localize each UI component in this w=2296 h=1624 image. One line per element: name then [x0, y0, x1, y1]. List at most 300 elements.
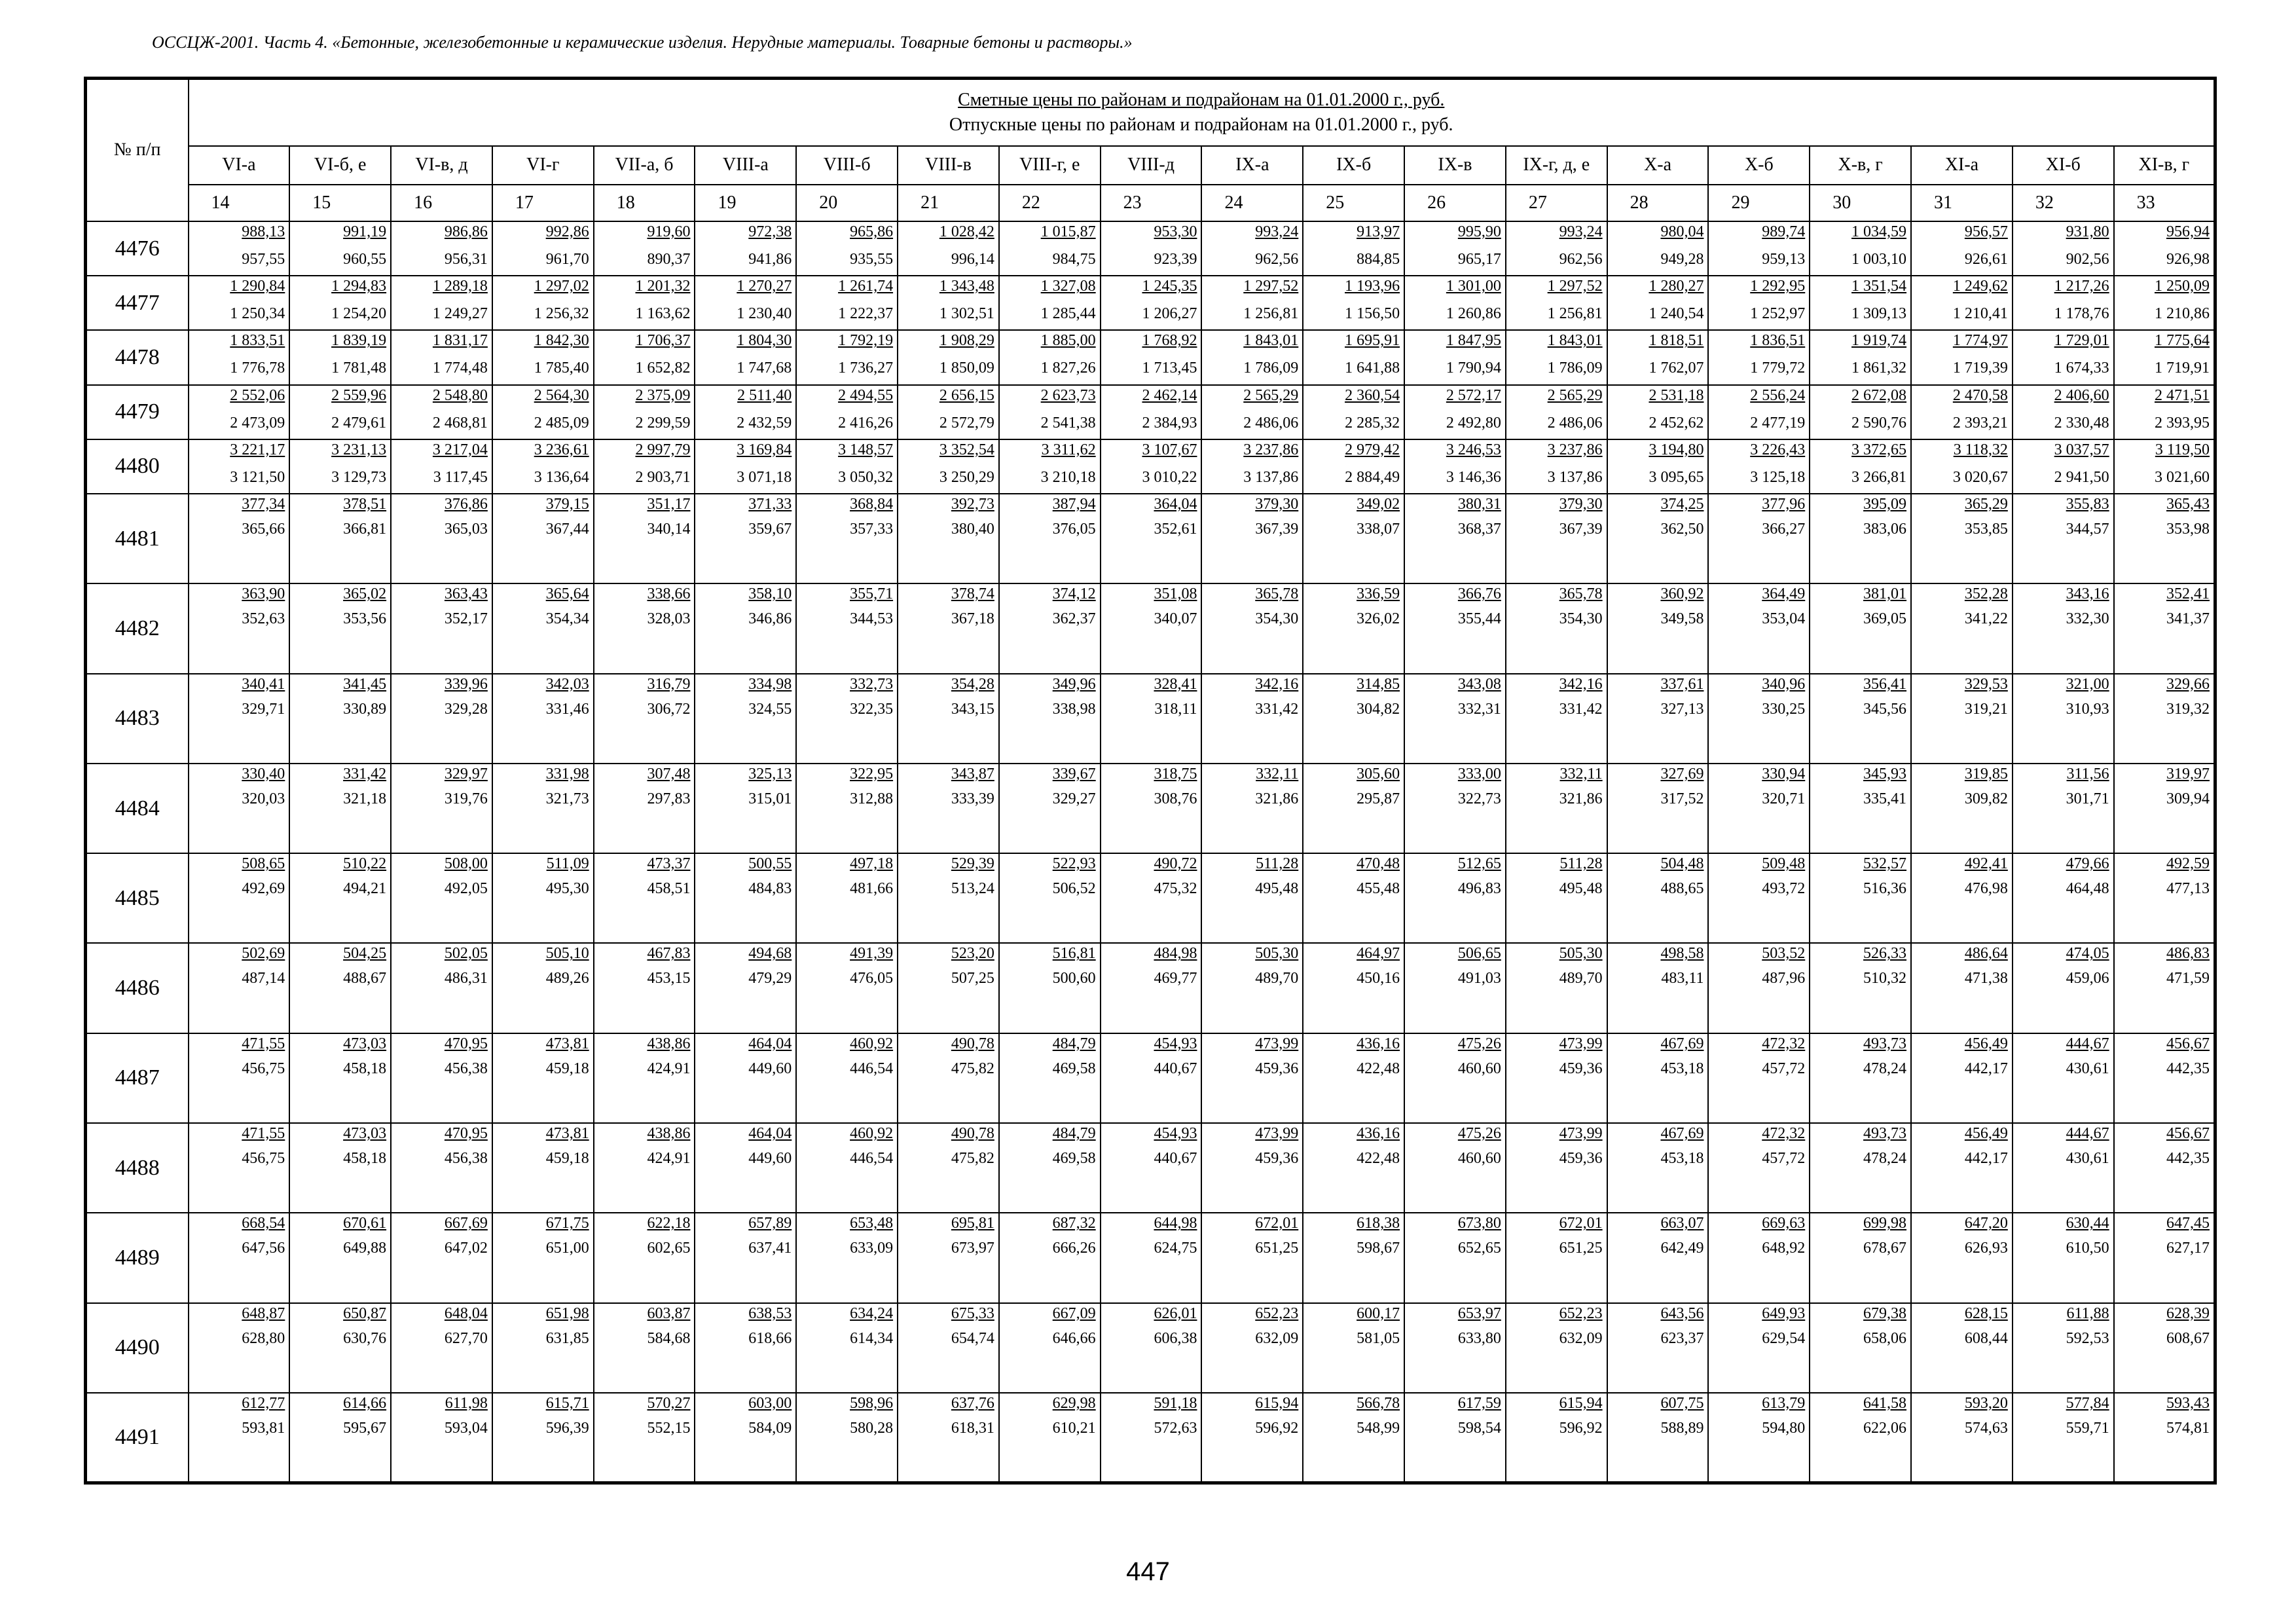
estimated-price: 474,05: [2066, 945, 2109, 963]
release-price: 458,18: [343, 1060, 387, 1077]
column-number: 14: [189, 185, 290, 221]
price-cell: [1708, 1033, 1810, 1123]
estimated-price: 473,99: [1255, 1035, 1299, 1052]
release-price: 2 903,71: [635, 468, 691, 486]
estimated-price: 3 246,53: [1446, 441, 1501, 458]
price-cell: [1506, 853, 1607, 943]
estimated-price: 615,94: [1255, 1395, 1299, 1412]
estimated-price: 379,15: [545, 495, 589, 513]
estimated-price: 679,38: [1863, 1304, 1907, 1322]
estimated-price: 637,76: [951, 1395, 994, 1412]
price-cell: [1911, 221, 2013, 276]
release-price: 380,40: [951, 520, 994, 538]
price-cell: [999, 221, 1101, 276]
price-cell: [391, 1213, 492, 1302]
release-price: 440,67: [1154, 1150, 1197, 1168]
estimated-price: 509,48: [1762, 855, 1806, 873]
release-price: 2 393,21: [1952, 414, 2008, 432]
release-price: 2 541,38: [1040, 414, 1096, 432]
estimated-price: 371,33: [748, 495, 792, 513]
price-cell: [1404, 330, 1506, 384]
estimated-price: 368,84: [850, 495, 894, 513]
price-cell: [2114, 385, 2215, 439]
price-cell: [1101, 439, 1202, 494]
price-cell: [1101, 276, 1202, 330]
price-cell: [1404, 853, 1506, 943]
estimated-price: 643,56: [1660, 1304, 1704, 1322]
estimated-price: 374,25: [1660, 495, 1704, 513]
price-cell: [391, 221, 492, 276]
column-number: 25: [1303, 185, 1404, 221]
estimated-price: 343,16: [2066, 585, 2109, 603]
estimated-price: 638,53: [748, 1304, 792, 1322]
price-table: [84, 77, 2217, 1485]
estimated-price: 972,38: [748, 223, 792, 240]
release-price: 1 256,81: [1243, 305, 1299, 323]
price-cell: [695, 853, 796, 943]
estimated-price: 1 292,95: [1750, 278, 1806, 295]
estimated-price: 1 343,48: [939, 278, 994, 295]
estimated-price: 484,79: [1052, 1035, 1096, 1052]
estimated-price: 653,48: [850, 1215, 894, 1232]
table-row: [86, 1213, 2215, 1302]
price-cell: [289, 439, 391, 494]
release-price: 459,18: [545, 1150, 589, 1168]
release-price: 319,21: [1964, 700, 2008, 718]
price-cell: [1404, 494, 1506, 583]
estimated-price: 1 833,51: [230, 332, 285, 350]
release-price: 310,93: [2066, 700, 2109, 718]
release-price: 678,67: [1863, 1240, 1907, 1257]
release-price: 319,76: [444, 790, 488, 807]
estimated-price: 591,18: [1154, 1395, 1197, 1412]
price-cell: [796, 1213, 898, 1302]
release-price: 332,30: [2066, 610, 2109, 628]
release-price: 623,37: [1660, 1329, 1704, 1347]
estimated-price: 2 997,79: [635, 441, 691, 458]
price-cell: [1506, 1033, 1607, 1123]
release-price: 442,35: [2166, 1150, 2210, 1168]
release-price: 3 136,64: [534, 468, 589, 486]
release-price: 610,50: [2066, 1240, 2109, 1257]
release-price: 648,92: [1762, 1240, 1806, 1257]
estimated-price: 336,59: [1357, 585, 1400, 603]
release-price: 456,38: [444, 1150, 488, 1168]
estimated-price: 352,41: [2166, 585, 2210, 603]
price-cell: [999, 494, 1101, 583]
price-cell: [1911, 583, 2013, 673]
release-price: 956,31: [444, 250, 488, 268]
price-cell: [289, 1393, 391, 1483]
estimated-price: 377,34: [242, 495, 285, 513]
price-cell: [594, 1033, 695, 1123]
estimated-price: 913,97: [1357, 223, 1400, 240]
estimated-price: 472,32: [1762, 1125, 1806, 1143]
estimated-price: 653,97: [1457, 1304, 1501, 1322]
price-cell: [2013, 276, 2114, 330]
estimated-price: 2 623,73: [1040, 386, 1096, 404]
estimated-price: 2 565,29: [1243, 386, 1299, 404]
price-cell: [492, 276, 594, 330]
estimated-price: 669,63: [1762, 1215, 1806, 1232]
release-price: 647,02: [444, 1240, 488, 1257]
price-cell: [492, 385, 594, 439]
estimated-price: 986,86: [444, 223, 488, 240]
release-price: 457,72: [1762, 1150, 1806, 1168]
estimated-price: 511,28: [1256, 855, 1299, 873]
table-row: [86, 1033, 2215, 1123]
price-cell: [492, 1393, 594, 1483]
column-number: 19: [695, 185, 796, 221]
release-price: 552,15: [647, 1420, 691, 1437]
row-number: 4479: [86, 385, 189, 439]
price-cell: [898, 494, 999, 583]
estimated-price: 3 194,80: [1649, 441, 1704, 458]
estimated-price: 473,81: [545, 1125, 589, 1143]
price-cell: [1201, 276, 1303, 330]
estimated-price: 1 201,32: [635, 278, 691, 295]
release-price: 487,96: [1762, 970, 1806, 987]
release-price: 3 137,86: [1243, 468, 1299, 486]
estimated-price: 358,10: [748, 585, 792, 603]
row-number: 4485: [86, 853, 189, 943]
release-price: 353,04: [1762, 610, 1806, 628]
price-cell: [1201, 1393, 1303, 1483]
column-number: 27: [1506, 185, 1607, 221]
release-price: 476,05: [850, 970, 894, 987]
estimated-price: 342,16: [1255, 675, 1299, 693]
release-price: 321,86: [1559, 790, 1603, 807]
estimated-price: 492,41: [1964, 855, 2008, 873]
estimated-price: 497,18: [850, 855, 894, 873]
price-cell: [391, 674, 492, 764]
release-price: 959,13: [1762, 250, 1806, 268]
release-price: 2 432,59: [737, 414, 792, 432]
price-cell: [1810, 385, 1911, 439]
release-price: 506,52: [1052, 880, 1096, 898]
price-cell: [1506, 439, 1607, 494]
release-price: 1 747,68: [737, 360, 792, 377]
price-cell: [1607, 1213, 1709, 1302]
region-header: VIII-а: [695, 146, 796, 185]
price-cell: [594, 674, 695, 764]
estimated-price: 2 559,96: [331, 386, 387, 404]
price-cell: [1810, 221, 1911, 276]
estimated-price: 473,03: [343, 1125, 387, 1143]
release-price: 353,56: [343, 610, 387, 628]
estimated-price: 456,67: [2166, 1125, 2210, 1143]
column-number: 20: [796, 185, 898, 221]
price-cell: [1201, 1303, 1303, 1393]
price-cell: [1506, 330, 1607, 384]
price-cell: [1810, 1303, 1911, 1393]
release-price: 507,25: [951, 970, 994, 987]
estimated-price: 3 217,04: [432, 441, 488, 458]
table-row: [86, 494, 2215, 583]
release-price: 633,09: [850, 1240, 894, 1257]
release-price: 1 776,78: [230, 360, 285, 377]
release-price: 483,11: [1661, 970, 1704, 987]
price-cell: [999, 1303, 1101, 1393]
price-cell: [1708, 276, 1810, 330]
release-price: 488,67: [343, 970, 387, 987]
table-row: [86, 221, 2215, 276]
release-price: 475,32: [1154, 880, 1197, 898]
estimated-price: 511,09: [546, 855, 589, 873]
release-price: 1 252,97: [1750, 305, 1806, 323]
estimated-price: 1 842,30: [534, 332, 589, 350]
release-price: 596,39: [545, 1420, 589, 1437]
price-cell: [1404, 674, 1506, 764]
estimated-price: 1 034,59: [1851, 223, 1907, 240]
release-price: 1 786,09: [1547, 360, 1603, 377]
release-price: 572,63: [1154, 1420, 1197, 1437]
estimated-price: 650,87: [343, 1304, 387, 1322]
region-header: XI-в, г: [2114, 146, 2215, 185]
price-cell: [594, 1303, 695, 1393]
price-cell: [2013, 853, 2114, 943]
release-price: 308,76: [1154, 790, 1197, 807]
price-cell: [1201, 1033, 1303, 1123]
release-price: 341,37: [2166, 610, 2210, 628]
price-cell: [1303, 1393, 1404, 1483]
price-cell: [999, 276, 1101, 330]
estimated-price: 1 804,30: [737, 332, 792, 350]
estimated-price: 330,40: [242, 765, 285, 783]
price-cell: [594, 1393, 695, 1483]
price-cell: [1404, 1033, 1506, 1123]
price-cell: [695, 221, 796, 276]
price-cell: [1201, 1123, 1303, 1213]
price-cell: [2114, 853, 2215, 943]
estimated-price: 395,09: [1863, 495, 1907, 513]
release-price: 1 240,54: [1649, 305, 1704, 323]
release-price: 365,66: [242, 520, 285, 538]
price-cell: [2114, 943, 2215, 1033]
release-price: 344,53: [850, 610, 894, 628]
release-price: 366,27: [1762, 520, 1806, 538]
estimated-price: 667,09: [1052, 1304, 1096, 1322]
estimated-price: 321,00: [2066, 675, 2109, 693]
price-cell: [999, 1123, 1101, 1213]
price-cell: [796, 494, 898, 583]
price-cell: [492, 853, 594, 943]
estimated-price: 593,20: [1964, 1395, 2008, 1412]
release-price: 453,18: [1660, 1150, 1704, 1168]
region-header: VI-в, д: [391, 146, 492, 185]
release-price: 343,15: [951, 700, 994, 718]
price-cell: [2013, 1123, 2114, 1213]
release-price: 495,48: [1255, 880, 1299, 898]
estimated-price: 484,98: [1154, 945, 1197, 963]
estimated-price: 1 297,52: [1243, 278, 1299, 295]
price-cell: [999, 853, 1101, 943]
price-cell: [2114, 583, 2215, 673]
price-cell: [999, 764, 1101, 853]
estimated-price: 337,61: [1660, 675, 1704, 693]
price-cell: [1404, 1213, 1506, 1302]
price-cell: [492, 764, 594, 853]
column-number: 18: [594, 185, 695, 221]
price-cell: [1303, 674, 1404, 764]
price-cell: [796, 943, 898, 1033]
price-cell: [796, 439, 898, 494]
estimated-price: 467,69: [1660, 1125, 1704, 1143]
estimated-price: 363,43: [444, 585, 488, 603]
price-cell: [492, 494, 594, 583]
price-cell: [1506, 494, 1607, 583]
row-number: 4482: [86, 583, 189, 673]
release-price: 349,58: [1660, 610, 1704, 628]
release-price: 1 210,86: [2154, 305, 2210, 323]
price-cell: [796, 221, 898, 276]
price-cell: [492, 439, 594, 494]
release-price: 1 163,62: [635, 305, 691, 323]
release-price: 478,24: [1863, 1060, 1907, 1077]
price-cell: [1303, 330, 1404, 384]
price-cell: [1810, 276, 1911, 330]
release-price: 376,05: [1052, 520, 1096, 538]
column-number: 17: [492, 185, 594, 221]
estimated-price: 505,30: [1559, 945, 1603, 963]
release-price: 598,67: [1357, 1240, 1400, 1257]
price-cell: [492, 1033, 594, 1123]
release-price: 312,88: [850, 790, 894, 807]
estimated-price: 993,24: [1559, 223, 1603, 240]
estimated-price: 486,83: [2166, 945, 2210, 963]
release-price: 3 121,50: [230, 468, 285, 486]
estimated-price: 663,07: [1660, 1215, 1704, 1232]
price-cell: [1506, 1303, 1607, 1393]
price-cell: [1810, 1213, 1911, 1302]
estimated-price: 511,28: [1559, 855, 1603, 873]
estimated-price: 3 237,86: [1547, 441, 1603, 458]
release-price: 330,25: [1762, 700, 1806, 718]
price-cell: [1201, 583, 1303, 673]
estimated-price: 365,78: [1255, 585, 1299, 603]
column-number-row: [86, 185, 2215, 221]
price-cell: [999, 1393, 1101, 1483]
price-cell: [189, 1213, 290, 1302]
estimated-price: 380,31: [1457, 495, 1501, 513]
estimated-price: 1 297,02: [534, 278, 589, 295]
estimated-price: 652,23: [1255, 1304, 1299, 1322]
release-price: 996,14: [951, 250, 994, 268]
release-price: 362,50: [1660, 520, 1704, 538]
price-cell: [1911, 943, 2013, 1033]
region-header: VI-а: [189, 146, 290, 185]
price-cell: [189, 943, 290, 1033]
release-price: 1 652,82: [635, 360, 691, 377]
estimated-price: 379,30: [1559, 495, 1603, 513]
release-price: 2 572,79: [939, 414, 994, 432]
release-price: 2 941,50: [2054, 468, 2109, 486]
release-price: 2 285,32: [1345, 414, 1400, 432]
price-cell: [1201, 385, 1303, 439]
release-price: 484,83: [748, 880, 792, 898]
release-price: 1 285,44: [1040, 305, 1096, 323]
release-price: 322,73: [1457, 790, 1501, 807]
price-cell: [796, 853, 898, 943]
estimated-price: 329,66: [2166, 675, 2210, 693]
price-cell: [1303, 494, 1404, 583]
price-cell: [594, 1213, 695, 1302]
price-cell: [2013, 494, 2114, 583]
price-cell: [492, 674, 594, 764]
release-price: 890,37: [647, 250, 691, 268]
region-header: VII-а, б: [594, 146, 695, 185]
estimated-price: 1 885,00: [1040, 332, 1096, 350]
column-number: 29: [1708, 185, 1810, 221]
price-cell: [1911, 494, 2013, 583]
price-cell: [898, 1033, 999, 1123]
release-price: 2 299,59: [635, 414, 691, 432]
price-cell: [391, 494, 492, 583]
estimated-price: 965,86: [850, 223, 894, 240]
price-cell: [492, 221, 594, 276]
release-price: 357,33: [850, 520, 894, 538]
release-price: 318,11: [1154, 700, 1197, 718]
price-cell: [1810, 439, 1911, 494]
price-cell: [1506, 221, 1607, 276]
release-price: 3 146,36: [1446, 468, 1501, 486]
release-price: 646,66: [1052, 1329, 1096, 1347]
price-cell: [2013, 674, 2114, 764]
estimated-price: 953,30: [1154, 223, 1197, 240]
release-price: 596,92: [1559, 1420, 1603, 1437]
column-number: 21: [898, 185, 999, 221]
estimated-price: 956,57: [1964, 223, 2008, 240]
release-price: 457,72: [1762, 1060, 1806, 1077]
estimated-price: 3 311,62: [1041, 441, 1096, 458]
estimated-price: 695,81: [951, 1215, 994, 1232]
estimated-price: 2 360,54: [1345, 386, 1400, 404]
release-price: 1 249,27: [432, 305, 488, 323]
price-cell: [1607, 1303, 1709, 1393]
estimated-price: 598,96: [850, 1395, 894, 1412]
release-price: 367,39: [1559, 520, 1603, 538]
price-cell: [999, 1213, 1101, 1302]
release-price: 627,17: [2166, 1240, 2210, 1257]
price-cell: [1201, 494, 1303, 583]
price-cell: [594, 385, 695, 439]
release-price: 353,98: [2166, 520, 2210, 538]
release-price: 584,09: [748, 1420, 792, 1437]
table-title-row: [86, 79, 2215, 146]
release-price: 1 156,50: [1345, 305, 1400, 323]
release-price: 666,26: [1052, 1240, 1096, 1257]
price-cell: [1911, 1123, 2013, 1213]
estimated-price: 456,49: [1964, 1035, 2008, 1052]
release-price: 424,91: [647, 1060, 691, 1077]
estimated-price: 364,49: [1762, 585, 1806, 603]
estimated-price: 1 792,19: [838, 332, 894, 350]
estimated-price: 314,85: [1357, 675, 1400, 693]
estimated-price: 381,01: [1863, 585, 1907, 603]
release-price: 352,17: [444, 610, 488, 628]
price-cell: [289, 1303, 391, 1393]
row-number: 4478: [86, 330, 189, 384]
price-cell: [1404, 276, 1506, 330]
estimated-price: 634,24: [850, 1304, 894, 1322]
price-cell: [796, 674, 898, 764]
estimated-price: 3 237,86: [1243, 441, 1299, 458]
price-cell: [695, 1213, 796, 1302]
release-price: 422,48: [1357, 1060, 1400, 1077]
estimated-price: 351,17: [647, 495, 691, 513]
price-cell: [1911, 1213, 2013, 1302]
estimated-price: 612,77: [242, 1395, 285, 1412]
